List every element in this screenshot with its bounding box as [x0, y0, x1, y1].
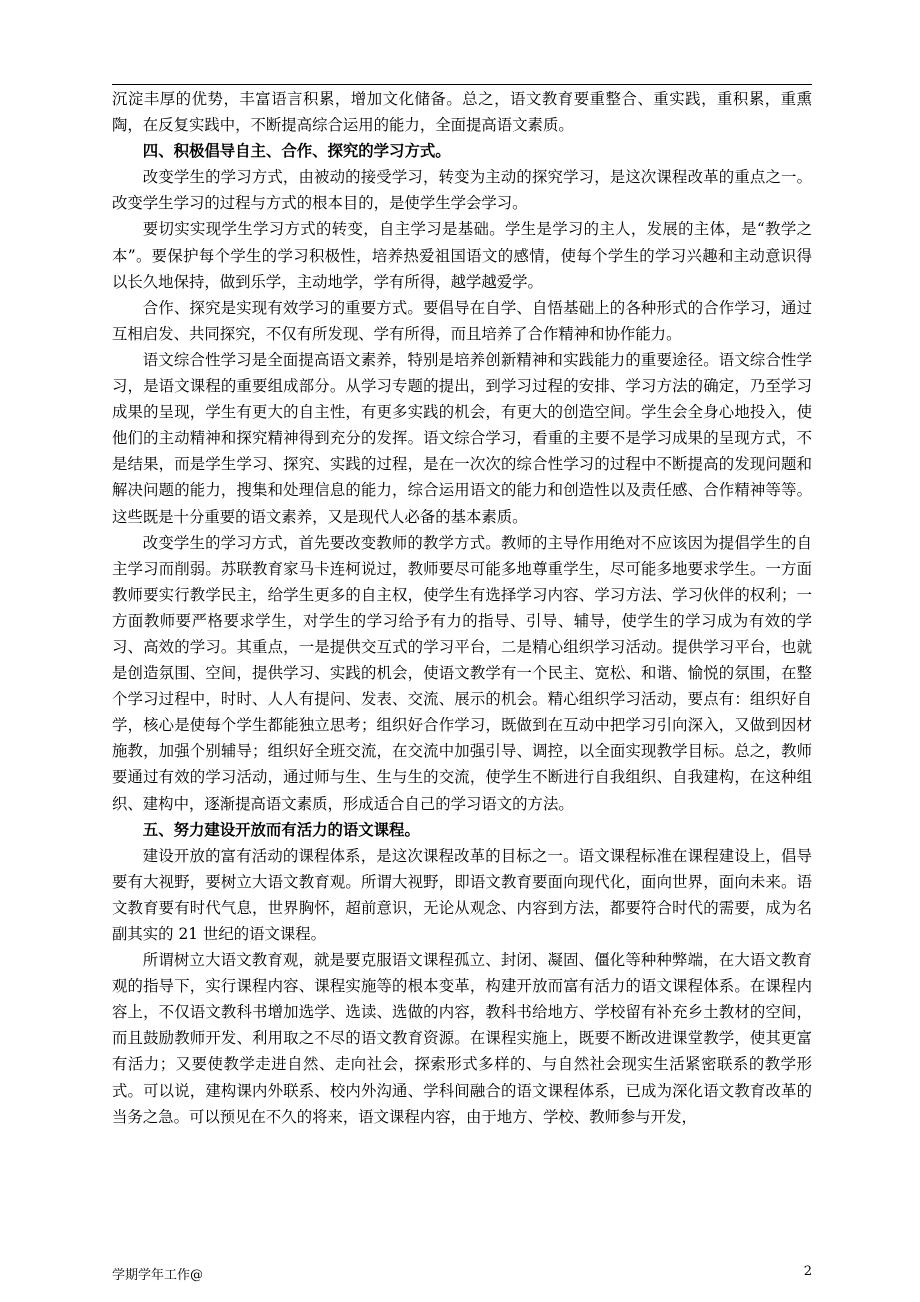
paragraph: 建设开放的富有活动的课程体系，是这次课程改革的目标之一。语文课程标准在课程建设上，倡导要有大视野，要树立大语文教育观。所谓大视野，即语文教育要面向现代化，面向世界，面向未来。语文教育要有时代气息，世界胸怀，超前意识，无论从观念、内容到方法，都要符合时代的需要，成为名副其实的 21 世纪的语文课程。: [112, 846, 812, 943]
paragraph: 改变学生的学习方式，由被动的接受学习，转变为主动的探究学习，是这次课程改革的重点之一。改变学生学习的过程与方式的根本目的，是使学生学会学习。: [112, 168, 812, 213]
paragraph: 语文综合性学习是全面提高语文素养，特别是培养创新精神和实践能力的重要途径。语文综合性学习，是语文课程的重要组成部分。从学习专题的提出，到学习过程的安排、学习方法的确定，乃至学习成果的呈现，学生有更大的自主性，有更多实践的机会，有更大的创造空间。学生会全身心地投入，使他们的主动精神和探究精神得到充分的发挥。语文综合学习，看重的主要不是学习成果的呈现方式，不是结果，而是学生学习、探究、实践的过程，是在一次次的综合性学习的过程中不断提高的发现问题和解决问题的能力，搜集和处理信息的能力，综合运用语文的能力和创造性以及责任感、合作精神等等。这些既是十分重要的语文素养，又是现代人必备的基本素质。: [112, 350, 812, 526]
paragraph: 要切实实现学生学习方式的转变，自主学习是基础。学生是学习的主人，发展的主体，是“教学之本”。要保护每个学生的学习积极性，培养热爱祖国语文的感情，使每个学生的学习兴趣和主动意识得以长久地保持，做到乐学，主动地学，学有所得，越学越爱学。: [112, 220, 812, 291]
paragraph: 所谓树立大语文教育观，就是要克服语文课程孤立、封闭、凝固、僵化等种种弊端，在大语文教育观的指导下，实行课程内容、课程实施等的根本变革，构建开放而富有活力的语文课程体系。在课程内容上，不仅语文教科书增加选学、选读、选做的内容，教科书给地方、学校留有补充乡土教材的空间，而且鼓励教师开发、利用取之不尽的语文教育资源。在课程实施上，既要不断改进课堂教学，使其更富有活力；又要使教学走进自然、走向社会，探索形式多样的、与自然社会现实生活紧密联系的教学形式。可以说，建构课内外联系、校内外沟通、学科间融合的语文课程体系，已成为深化语文教育改革的当务之急。可以预见在不久的将来，语文课程内容，由于地方、学校、教师参与开发，: [112, 951, 812, 1126]
paragraph: 改变学生的学习方式，首先要改变教师的教学方式。教师的主导作用绝对不应该因为提倡学生的自主学习而削弱。苏联教育家马卡连柯说过，教师要尽可能多地尊重学生，尽可能多地要求学生。一方面教师要实行教学民主，给学生更多的自主权，使学生有选择学习内容、学习方法、学习伙伴的权利；一方面教师要严格要求学生，对学生的学习给予有力的指导、引导、辅导，使学生的学习成为有效的学习、高效的学习。其重点，一是提供交互式的学习平台，二是精心组织学习活动。提供学习平台，也就是创造氛围、空间，提供学习、实践的机会，使语文教学有一个民主、宽松、和谐、愉悦的氛围，在整个学习过程中，时时、人人有提问、发表、交流、展示的机会。精心组织学习活动，要点有：组织好自学，核心是使每个学生都能独立思考；组织好合作学习，既做到在互动中把学习引向深入，又做到因材施教，加强个别辅导；组织好全班交流，在交流中加强引导、调控，以全面实现教学目标。总之，教师要通过有效的学习活动，通过师与生、生与生的交流，使学生不断进行自我组织、自我建构，在这种组织、建构中，逐渐提高语文素质，形成适合自己的学习语文的方法。: [112, 533, 812, 813]
section-heading-4: 四、积极倡导自主、合作、探究的学习方式。: [142, 142, 451, 161]
document-body: [112, 86, 812, 1130]
paragraph-continued: 沉淀丰厚的优势，丰富语言积累，增加文化储备。总之，语文教育要重整合、重实践，重积累，重熏陶，在反复实践中，不断提高综合运用的能力，全面提高语文素质。: [112, 90, 812, 135]
header-rule: [112, 84, 812, 85]
section-heading-5: 五、努力建设开放而有活力的语文课程。: [142, 820, 420, 839]
footer-text: 学期学年工作@: [112, 1268, 204, 1283]
page-number: 2: [803, 1264, 812, 1279]
paragraph: 合作、探究是实现有效学习的重要方式。要倡导在自学、自悟基础上的各种形式的合作学习，通过互相启发、共同探究，不仅有所发现、学有所得，而且培养了合作精神和协作能力。: [112, 298, 812, 343]
